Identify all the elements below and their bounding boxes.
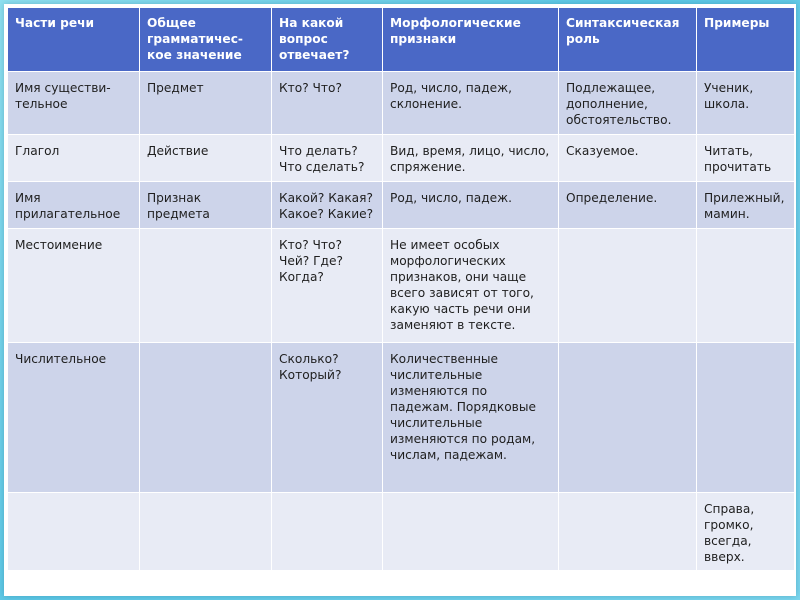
table-cell: Кто? Что? Чей? Где? Когда? (272, 229, 383, 343)
table-cell: Ученик, школа. (697, 72, 795, 135)
table-cell: Что делать? Что сделать? (272, 135, 383, 182)
table-cell: Подлежащее, дополнение, обстоятельство. (559, 72, 697, 135)
table-cell: Действие (140, 135, 272, 182)
table-cell (559, 493, 697, 571)
table-cell (697, 229, 795, 343)
table-row (8, 343, 795, 493)
table-cell: Род, число, падеж. (383, 182, 559, 229)
table-cell: Справа, громко, всегда, вверх. (697, 493, 795, 571)
table-cell (272, 493, 383, 571)
header-part-of-speech: Части речи (8, 8, 140, 72)
header-morphological-features: Морфологические признаки (383, 8, 559, 72)
table-cell: Глагол (8, 135, 140, 182)
table-cell: Род, число, падеж, склонение. (383, 72, 559, 135)
table-cell (383, 493, 559, 571)
table-cell (697, 343, 795, 493)
table-cell: Предмет (140, 72, 272, 135)
table-cell (559, 343, 697, 493)
table-row (8, 182, 795, 229)
table-cell: Кто? Что? (272, 72, 383, 135)
table-row (8, 229, 795, 343)
table-cell: Сказуемое. (559, 135, 697, 182)
table-row (8, 135, 795, 182)
header-syntactic-role: Синтаксическая роль (559, 8, 697, 72)
parts-of-speech-table (7, 7, 795, 571)
table-cell (140, 229, 272, 343)
table-cell: Не имеет особых морфологических признаков, они чаще всего зависят от того, какую часть речи они заменяют в тексте. (383, 229, 559, 343)
table-cell: Местоимение (8, 229, 140, 343)
table-cell: Числительное (8, 343, 140, 493)
table-row (8, 72, 795, 135)
header-general-meaning: Общее грамматичес-кое значение (140, 8, 272, 72)
table-cell (8, 493, 140, 571)
table-cell: Определение. (559, 182, 697, 229)
table-cell: Прилежный, мамин. (697, 182, 795, 229)
table-cell: Читать, прочитать (697, 135, 795, 182)
table-cell: Количественные числительные изменяются по падежам. Порядковые числительные изменяются по родам, числам, падежам. (383, 343, 559, 493)
table-cell (140, 343, 272, 493)
header-question: На какой вопрос отвечает? (272, 8, 383, 72)
table-cell (559, 229, 697, 343)
slide-frame (4, 4, 796, 596)
table-cell: Сколько? Который? (272, 343, 383, 493)
table-cell: Какой? Какая? Какое? Какие? (272, 182, 383, 229)
header-examples: Примеры (697, 8, 795, 72)
table-cell: Имя прилагательное (8, 182, 140, 229)
table-cell (140, 493, 272, 571)
table-cell: Признак предмета (140, 182, 272, 229)
table-cell: Вид, время, лицо, число, спряжение. (383, 135, 559, 182)
table-header-row (8, 8, 795, 72)
table-cell: Имя существи-тельное (8, 72, 140, 135)
table-row (8, 493, 795, 571)
